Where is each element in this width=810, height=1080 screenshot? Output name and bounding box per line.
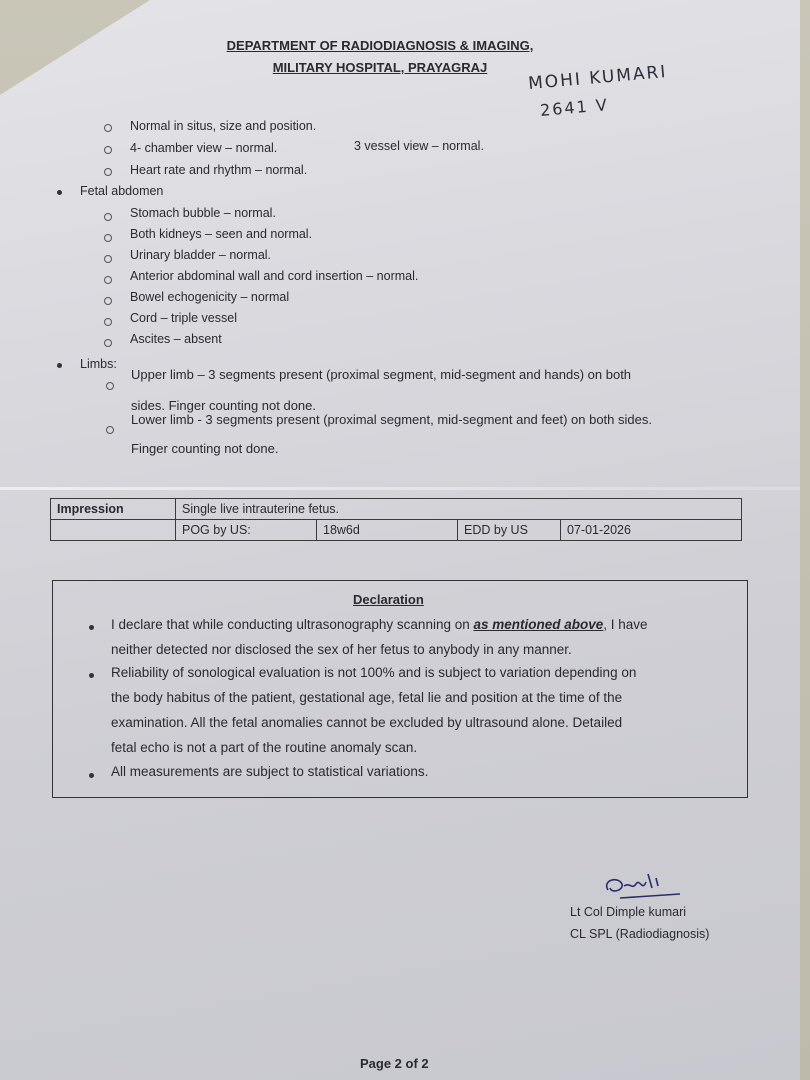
upper-limb-line2: sides. Finger counting not done. xyxy=(131,398,317,413)
abdomen-item: Bowel echogenicity – normal xyxy=(130,290,290,304)
impression-label: Impression xyxy=(51,499,176,520)
bullet-icon xyxy=(57,363,62,368)
abdomen-item: Cord – triple vessel xyxy=(130,311,237,325)
sub-bullet-icon xyxy=(106,426,114,434)
signatory-name: Lt Col Dimple kumari xyxy=(570,905,687,919)
declaration-bullet-2-line3: examination. All the fetal anomalies cannot be excluded by ultrasound alone. Detailed xyxy=(111,715,623,730)
declaration-bullet-1-line2: neither detected nor disclosed the sex of her fetus to anybody in any manner. xyxy=(111,642,572,657)
heart-item-rate-rhythm: Heart rate and rhythm – normal. xyxy=(130,163,308,177)
sub-bullet-icon xyxy=(104,146,112,154)
declaration-text: , I have xyxy=(603,617,648,632)
declaration-bullet-1-line1 xyxy=(111,617,648,632)
handwritten-code: 2641 V xyxy=(539,95,610,120)
handwritten-patient-name: MOHI KUMARI xyxy=(527,61,669,95)
abdomen-item: Stomach bubble – normal. xyxy=(130,206,276,220)
sub-bullet-icon xyxy=(106,382,114,390)
abdomen-item: Anterior abdominal wall and cord insertion – normal. xyxy=(130,269,419,283)
hospital-heading: MILITARY HOSPITAL, PRAYAGRAJ xyxy=(272,60,488,75)
impression-value: Single live intrauterine fetus. xyxy=(176,499,742,520)
heart-item-situs: Normal in situs, size and position. xyxy=(130,119,317,133)
page-number: Page 2 of 2 xyxy=(360,1056,429,1071)
signature-icon xyxy=(600,868,720,908)
impression-empty-cell xyxy=(51,520,176,541)
upper-limb-line1: Upper limb – 3 segments present (proximal segment, mid-segment and hands) on both xyxy=(131,367,632,382)
declaration-bullet-2-line4: fetal echo is not a part of the routine anomaly scan. xyxy=(111,740,418,755)
bullet-icon xyxy=(89,625,94,630)
sub-bullet-icon xyxy=(104,339,112,347)
declaration-bullet-2-line1: Reliability of sonological evaluation is not 100% and is subject to variation depending on xyxy=(111,665,637,680)
limbs-heading: Limbs: xyxy=(80,357,117,371)
abdomen-item: Urinary bladder – normal. xyxy=(130,248,272,262)
lower-limb-line2: Finger counting not done. xyxy=(131,441,279,456)
bullet-icon xyxy=(57,190,62,195)
signatory-title: CL SPL (Radiodiagnosis) xyxy=(570,927,710,941)
sub-bullet-icon xyxy=(104,318,112,326)
bullet-icon xyxy=(89,773,94,778)
lower-limb-line1: Lower limb - 3 segments present (proximal segment, mid-segment and feet) on both sides. xyxy=(131,412,652,427)
heart-item-4-chamber: 4- chamber view – normal. xyxy=(130,141,278,155)
declaration-title: Declaration xyxy=(353,592,424,607)
declaration-bullet-2-line2: the body habitus of the patient, gestational age, fetal lie and position at the time of the xyxy=(111,690,623,705)
department-heading: DEPARTMENT OF RADIODIAGNOSIS & IMAGING, xyxy=(226,38,534,53)
sub-bullet-icon xyxy=(104,168,112,176)
fetal-abdomen-heading: Fetal abdomen xyxy=(80,184,164,198)
declaration-text: I declare that while conducting ultrasonography scanning on xyxy=(111,617,474,632)
abdomen-item: Both kidneys – seen and normal. xyxy=(130,227,313,241)
sub-bullet-icon xyxy=(104,255,112,263)
bullet-icon xyxy=(89,673,94,678)
declaration-bullet-3: All measurements are subject to statistical variations. xyxy=(111,764,429,779)
declaration-emphasis: as mentioned above xyxy=(473,617,604,632)
edd-label: EDD by US xyxy=(458,520,561,541)
sub-bullet-icon xyxy=(104,124,112,132)
paper-fold xyxy=(0,487,800,490)
pog-label: POG by US: xyxy=(176,520,317,541)
sub-bullet-icon xyxy=(104,276,112,284)
declaration-box xyxy=(52,580,748,798)
edd-value: 07-01-2026 xyxy=(561,520,742,541)
sub-bullet-icon xyxy=(104,234,112,242)
sub-bullet-icon xyxy=(104,297,112,305)
impression-table xyxy=(50,498,742,541)
abdomen-item: Ascites – absent xyxy=(130,332,222,346)
pog-value: 18w6d xyxy=(317,520,458,541)
sub-bullet-icon xyxy=(104,213,112,221)
heart-item-3-vessel: 3 vessel view – normal. xyxy=(354,139,484,153)
